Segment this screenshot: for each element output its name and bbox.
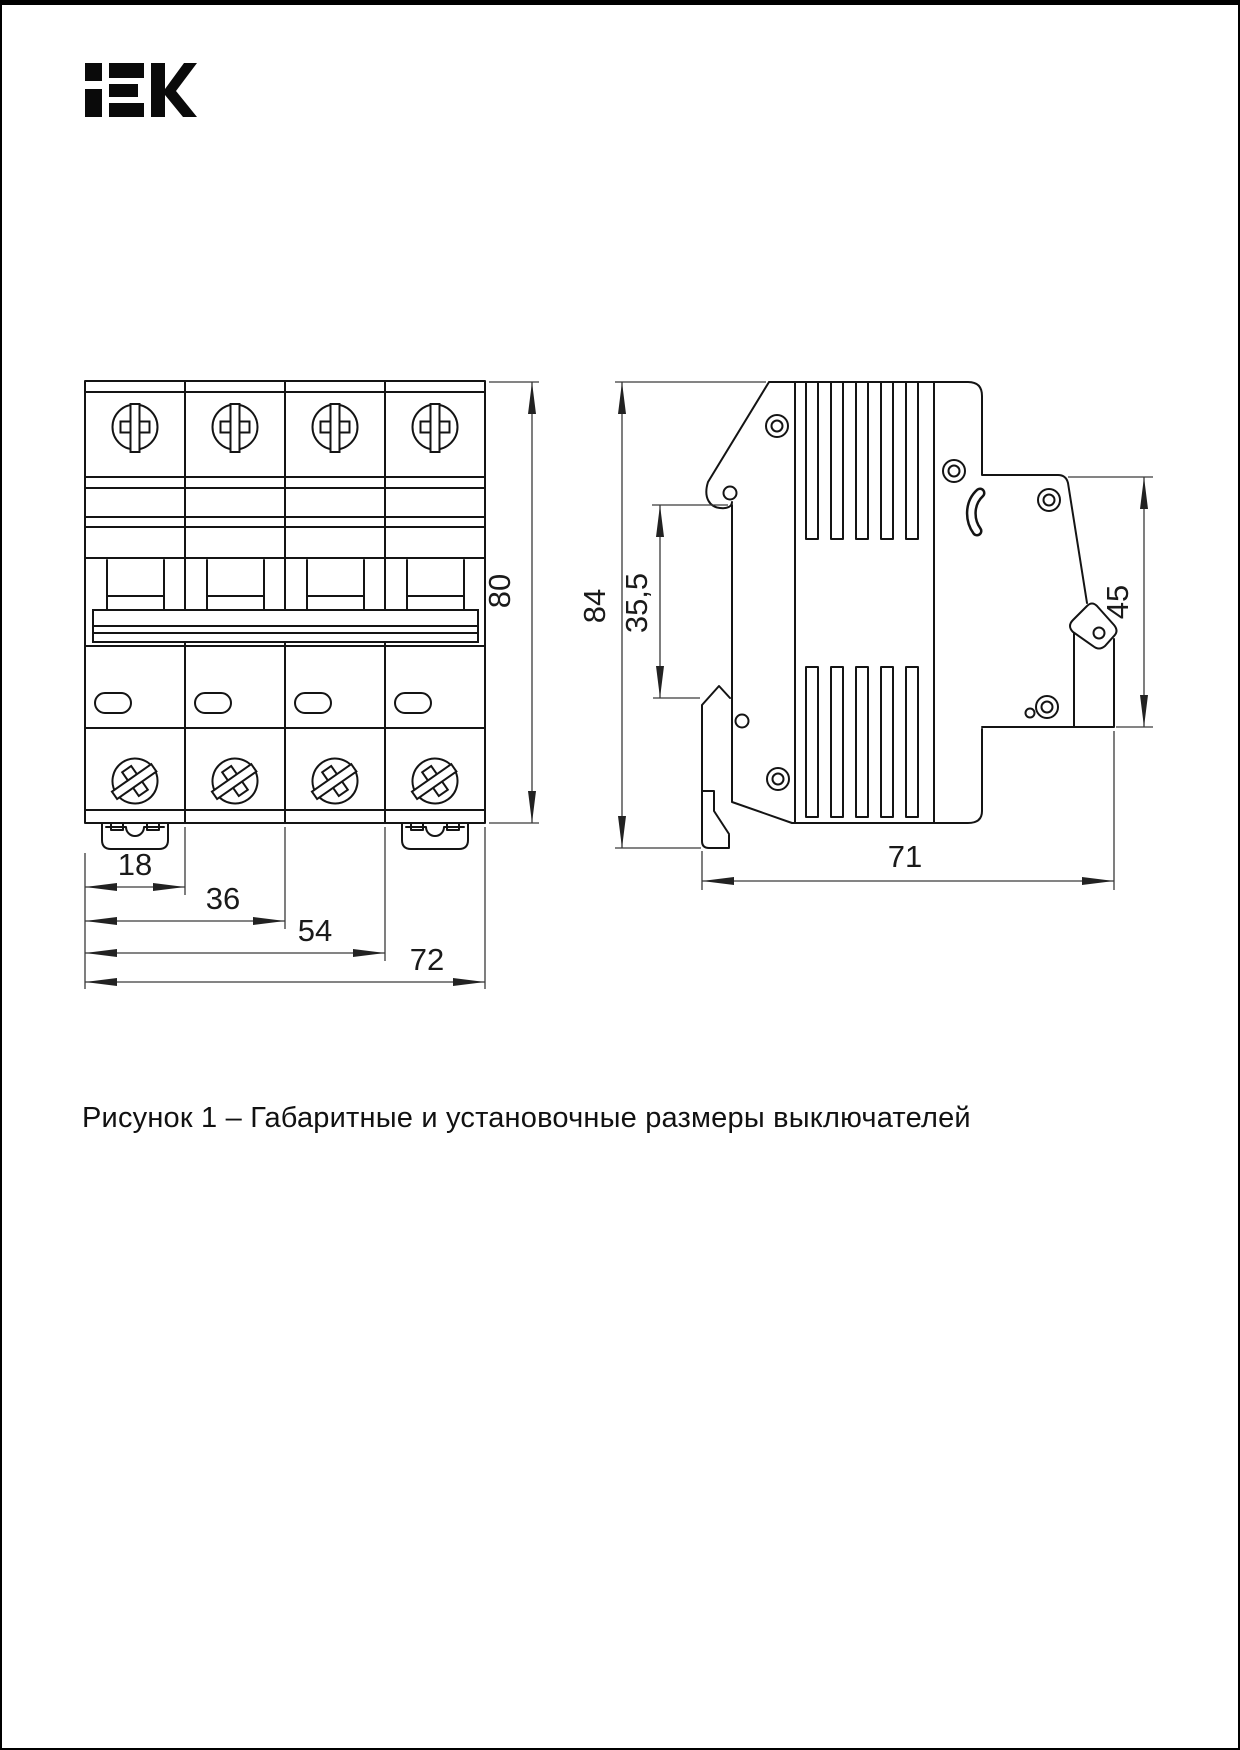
vent-slots: [806, 382, 918, 817]
dimension-label-72: 72: [409, 942, 445, 977]
dimension-drawing: [2, 335, 1240, 1035]
rivets: [724, 415, 1061, 790]
din-latch: [702, 686, 730, 848]
figure-caption: Рисунок 1 – Габаритные и установочные размеры выключателей: [82, 1102, 971, 1134]
iek-logo-letters: [85, 63, 197, 117]
dimension-label-35-5: 35,5: [619, 572, 654, 634]
dimension-label-18: 18: [117, 847, 153, 882]
curved-slot: [971, 493, 980, 531]
front-dimensions: [85, 382, 539, 989]
dim-84: [577, 382, 622, 848]
dimension-label-84: 84: [577, 588, 612, 624]
dimension-label-80: 80: [482, 573, 517, 609]
dimension-label-45: 45: [1100, 584, 1135, 620]
side-body-outline: [706, 382, 1114, 823]
front-view: [85, 381, 539, 989]
dim-54: [85, 913, 385, 953]
iek-logo: [84, 59, 200, 121]
indicator-windows: [95, 693, 431, 713]
dimension-label-54: 54: [297, 913, 333, 948]
side-dimensions: [577, 382, 1153, 890]
dim-45: [1100, 477, 1144, 727]
dim-80: [482, 382, 532, 823]
dimension-label-36: 36: [205, 881, 241, 916]
toggle-crossbar: [93, 610, 478, 642]
dimension-label-71: 71: [887, 839, 923, 874]
dim-18: [85, 847, 185, 887]
dim-72: [85, 942, 485, 982]
dim-71: [702, 839, 1114, 881]
dim-35-5: [619, 505, 660, 698]
side-view: [577, 382, 1153, 890]
